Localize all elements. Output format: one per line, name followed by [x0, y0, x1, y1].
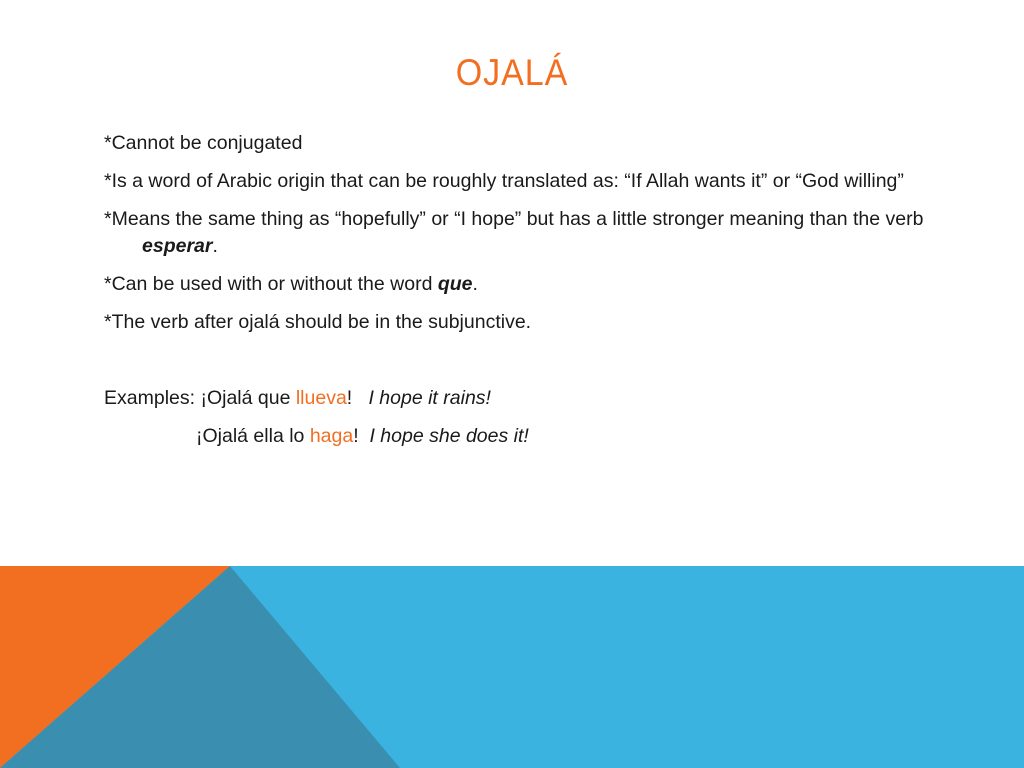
bullet-arabic-origin: *Is a word of Arabic origin that can be roughly translated as: “If Allah wants it” or “God willing”: [104, 170, 904, 192]
bullet-text-end: .: [472, 273, 478, 295]
example-verb-haga: haga: [309, 425, 354, 447]
bullet-text: *Means the same thing as “hopefully” or “I hope” but has a little stronger meaning than the verb: [104, 208, 924, 230]
example-spanish: ¡Ojalá que: [200, 387, 296, 409]
spacer: [104, 347, 924, 374]
example-row-1: [104, 385, 924, 412]
example-translation: I hope it rains!: [368, 387, 491, 409]
bullet-subjunctive: *The verb after ojalá should be in the subjunctive.: [104, 311, 532, 333]
bullet-text: *Can be used with or without the word: [104, 273, 438, 295]
footer-decoration: [0, 566, 1024, 768]
examples-label: Examples:: [104, 387, 201, 409]
bullet-cannot-conjugate: *Cannot be conjugated: [104, 132, 303, 154]
slide-title: OJALÁ: [455, 52, 569, 93]
slide-body: [104, 130, 924, 461]
emphasized-word-esperar: esperar: [142, 235, 213, 257]
example-spanish: ¡Ojalá ella lo: [196, 425, 310, 447]
example-verb-llueva: llueva: [295, 387, 347, 409]
example-translation: I hope she does it!: [369, 425, 529, 447]
example-row-2: [104, 423, 924, 450]
bullet-hopefully-meaning: [104, 206, 924, 260]
example-punct: !: [346, 387, 369, 409]
bullet-text-end: .: [212, 235, 218, 257]
example-punct: !: [353, 425, 370, 447]
emphasized-word-que: que: [437, 273, 473, 295]
bullet-with-without-que: [104, 271, 924, 298]
